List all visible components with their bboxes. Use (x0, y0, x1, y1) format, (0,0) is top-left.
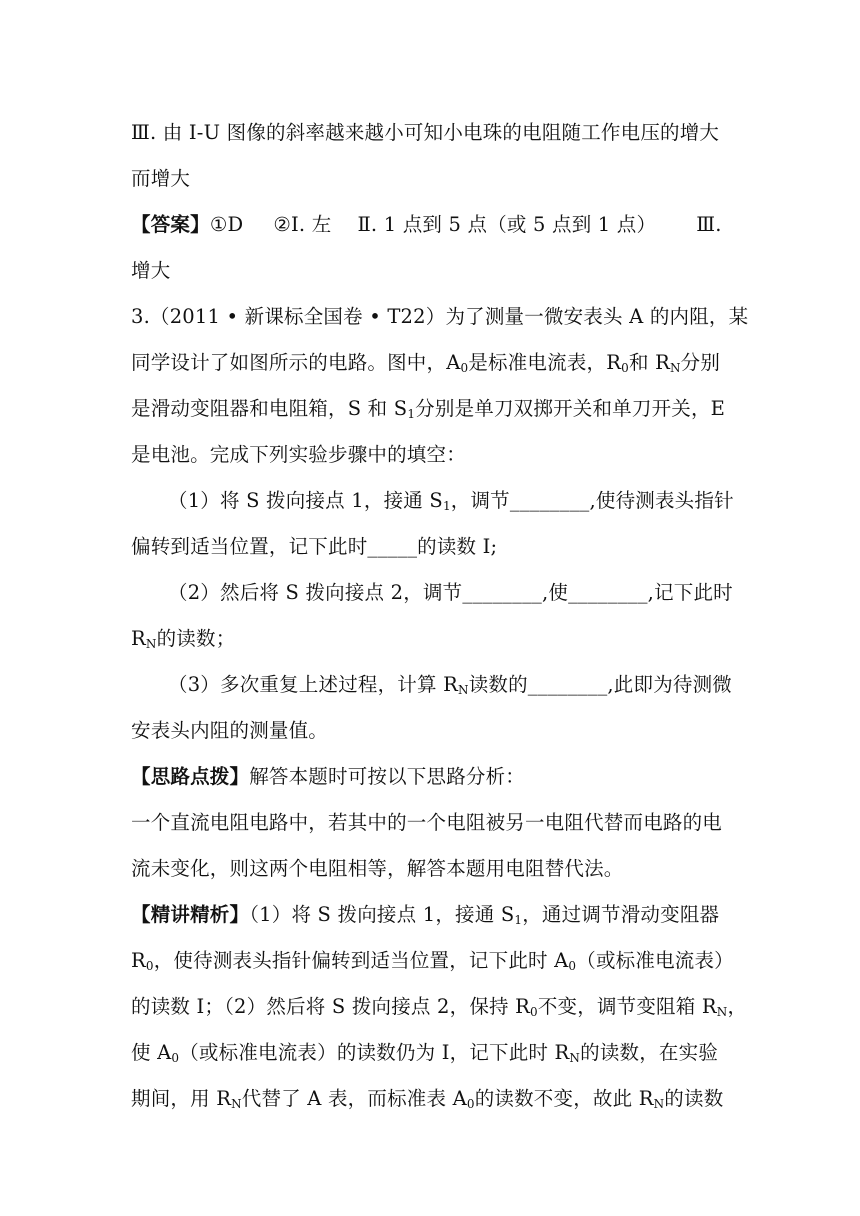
text: 解答本题时可按以下思路分析： (249, 765, 526, 788)
text: （或标准电流表） (576, 949, 734, 972)
subscript: 1 (407, 407, 416, 421)
question-line (131, 432, 731, 478)
step-line (131, 616, 731, 662)
text: ，通过调节滑动变阻器 (522, 903, 720, 926)
text: 的读数不变，故此 R (474, 1087, 654, 1110)
answer-line-2 (131, 248, 731, 294)
text: 安表头内阻的测量值。 (131, 719, 329, 742)
text: 的读数； (156, 627, 236, 650)
text: R (131, 949, 146, 972)
hint-label: 【思路点拨】 (131, 765, 250, 788)
answer-line (131, 202, 731, 248)
subscript: 0 (568, 959, 577, 973)
text: 流未变化，则这两个电阻相等，解答本题用电阻替代法。 (131, 857, 624, 880)
answer-b: ②Ⅰ. 左 (273, 213, 332, 236)
text: 而增大 (131, 167, 191, 190)
text: 期间，用 R (131, 1087, 232, 1110)
text: 的读数 (664, 1087, 724, 1110)
question-line (131, 386, 731, 432)
subscript: N (569, 1051, 581, 1065)
question-line (131, 340, 731, 386)
text: 分别是单刀双掷开关和单刀开关，E (415, 397, 726, 420)
analysis-line (131, 1030, 731, 1076)
subscript: 0 (530, 1005, 538, 1019)
text: R (131, 627, 146, 650)
text: 是电池。完成下列实验步骤中的填空： (131, 443, 466, 466)
subscript: N (145, 637, 157, 651)
step-line (131, 478, 734, 524)
hint-line (131, 754, 731, 800)
text: 和 R (628, 351, 670, 374)
text: 读数的________,此即为待测微 (468, 673, 733, 696)
text: 是标准电流表，R (468, 351, 622, 374)
analysis-line (131, 1076, 731, 1122)
subscript: 0 (171, 1051, 180, 1065)
answer-d2: 增大 (131, 259, 171, 282)
hint-line (131, 800, 731, 846)
hint-line (131, 846, 731, 892)
analysis-line (131, 892, 731, 938)
text: 分别 (680, 351, 721, 374)
subscript: N (231, 1097, 242, 1111)
text: （1）将 S 拨向接点 1，接通 S (168, 489, 443, 512)
subscript: 0 (460, 361, 469, 375)
text: 3.（2011 • 新课标全国卷 • T22）为了测量一微安表头 A 的内阻，某 (131, 305, 749, 328)
answer-a: ①D (209, 213, 244, 236)
step-line (131, 524, 731, 570)
subscript: N (653, 1097, 665, 1111)
question-line (131, 294, 749, 340)
subscript: N (458, 683, 469, 697)
document-body (131, 110, 749, 1122)
text: 代替了 A 表，而标准表 A (241, 1087, 467, 1110)
text: Ⅲ. 由 I-U 图像的斜率越来越小可知小电珠的电阻随工作电压的增大 (131, 121, 720, 144)
text-line (131, 156, 731, 202)
subscript: 1 (442, 499, 451, 513)
step-line (131, 708, 731, 754)
subscript: N (669, 361, 681, 375)
step-line (131, 570, 731, 616)
subscript: 0 (621, 361, 629, 375)
text: 偏转到适当位置，记下此时_____的读数 I; (131, 535, 498, 558)
analysis-label: 【精讲精析】 (131, 903, 250, 926)
text: （3）多次重复上述过程，计算 R (168, 673, 458, 696)
text: 是滑动变阻器和电阻箱，S 和 S (131, 397, 408, 420)
text: ，使待测表头指针偏转到适当位置，记下此时 A (153, 949, 569, 972)
text: 一个直流电阻电路中，若其中的一个电阻被另一电阻代替而电路的电 (131, 811, 723, 834)
analysis-line (131, 938, 734, 984)
text: 的读数，在实验 (580, 1041, 719, 1064)
answer-c: Ⅱ. 1 点到 5 点（或 5 点到 1 点） (357, 213, 657, 236)
answer-d: Ⅲ. (696, 213, 722, 236)
text: （或标准电流表）的读数仍为 I，记下此时 R (179, 1041, 570, 1064)
subscript: 1 (514, 913, 523, 927)
text: （1）将 S 拨向接点 1，接通 S (249, 903, 515, 926)
answer-label: 【答案】 (131, 213, 210, 236)
text: （2）然后将 S 拨向接点 2，调节________,使________,记下此时 (168, 581, 733, 604)
text: 同学设计了如图所示的电路。图中，A (131, 351, 461, 374)
text-line (131, 110, 731, 156)
text: ， (727, 995, 748, 1018)
analysis-line (131, 984, 748, 1030)
subscript: N (716, 1005, 728, 1019)
text: 不变，调节变阻箱 R (537, 995, 717, 1018)
text: 使 A (131, 1041, 172, 1064)
subscript: 0 (145, 959, 154, 973)
text: ，调节________,使待测表头指针 (450, 489, 734, 512)
text: 的读数 I；（2）然后将 S 拨向接点 2，保持 R (131, 995, 530, 1018)
step-line (131, 662, 731, 708)
subscript: 0 (466, 1097, 475, 1111)
